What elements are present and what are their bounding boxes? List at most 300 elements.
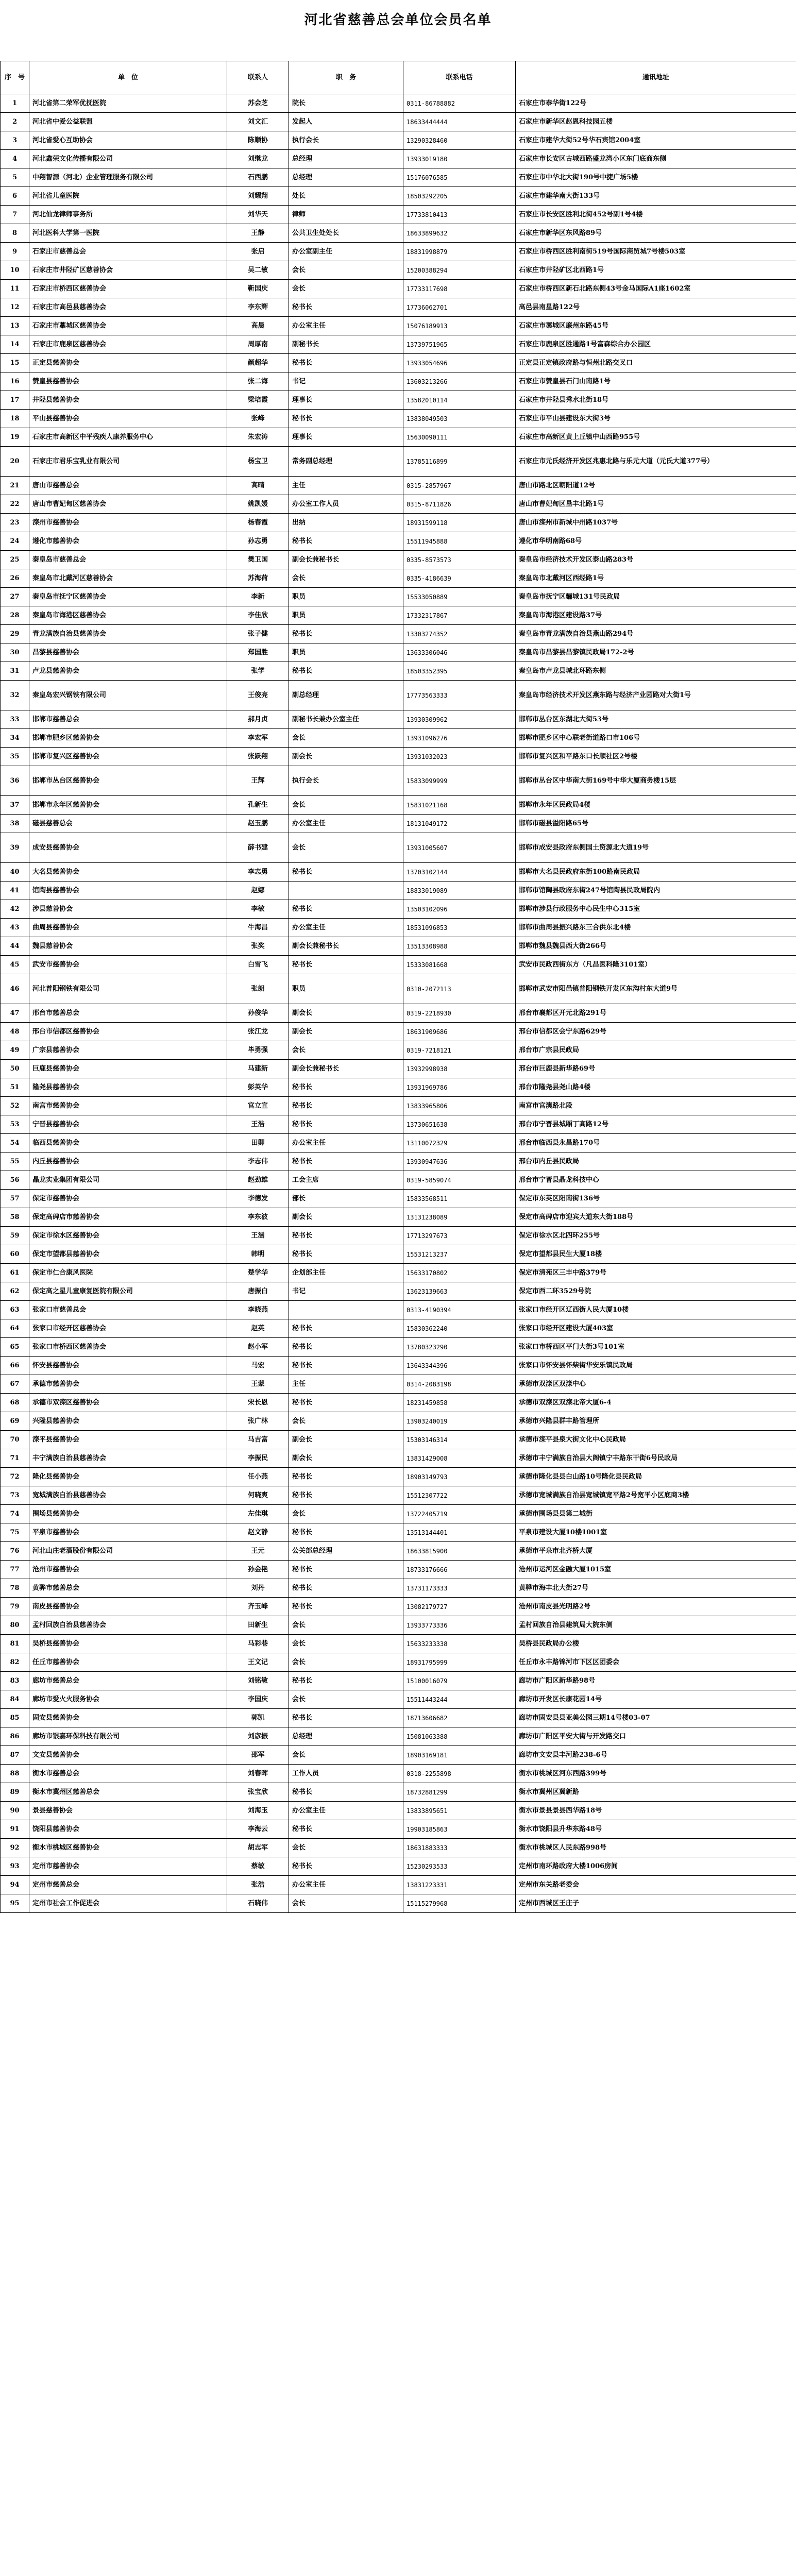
cell-duty: 工会主席 xyxy=(289,1171,403,1190)
table-row xyxy=(1,1486,796,1505)
cell-contact: 李德发 xyxy=(227,1190,289,1208)
cell-phone: 15303146314 xyxy=(403,1431,516,1449)
cell-address: 保定市清苑区三丰中路379号 xyxy=(516,1264,796,1282)
cell-address: 孟村回族自治县建筑局大院东侧 xyxy=(516,1616,796,1635)
cell-duty: 秘书长 xyxy=(289,1709,403,1727)
cell-no: 39 xyxy=(1,833,29,863)
cell-address: 承德市兴隆县群丰路管理所 xyxy=(516,1412,796,1431)
cell-phone: 13931005607 xyxy=(403,833,516,863)
cell-address: 保定市望都县民生大厦18楼 xyxy=(516,1245,796,1264)
cell-duty: 职员 xyxy=(289,974,403,1004)
cell-no: 29 xyxy=(1,625,29,643)
cell-contact: 李佳欣 xyxy=(227,606,289,625)
table-row xyxy=(1,243,796,261)
cell-contact: 高晨 xyxy=(227,317,289,335)
cell-unit: 遵化市慈善协会 xyxy=(29,532,227,551)
cell-unit: 唐山市慈善总会 xyxy=(29,477,227,495)
cell-duty: 职员 xyxy=(289,643,403,662)
header-duty: 职 务 xyxy=(289,61,403,94)
cell-contact: 赵玉鹏 xyxy=(227,815,289,833)
cell-duty: 秘书长 xyxy=(289,1153,403,1171)
cell-contact: 王蒙 xyxy=(227,1375,289,1394)
cell-contact: 刘海玉 xyxy=(227,1802,289,1820)
cell-unit: 平山县慈善协会 xyxy=(29,410,227,428)
cell-contact: 刘彦振 xyxy=(227,1727,289,1746)
cell-contact: 李振民 xyxy=(227,1449,289,1468)
cell-unit: 邢台市信都区慈善协会 xyxy=(29,1023,227,1041)
cell-duty: 办公室工作人员 xyxy=(289,495,403,514)
cell-no: 49 xyxy=(1,1041,29,1060)
cell-no: 30 xyxy=(1,643,29,662)
cell-contact: 张朗 xyxy=(227,974,289,1004)
cell-no: 25 xyxy=(1,551,29,569)
cell-address: 沧州市南皮县光明路2号 xyxy=(516,1598,796,1616)
table-header xyxy=(1,61,796,94)
cell-unit: 沧州市慈善协会 xyxy=(29,1561,227,1579)
cell-no: 91 xyxy=(1,1820,29,1839)
cell-phone: 18131049172 xyxy=(403,815,516,833)
cell-duty: 会长 xyxy=(289,1653,403,1672)
cell-phone: 0319-2218930 xyxy=(403,1004,516,1023)
cell-address: 衡水市饶阳县升华东路48号 xyxy=(516,1820,796,1839)
cell-no: 13 xyxy=(1,317,29,335)
cell-no: 14 xyxy=(1,335,29,354)
cell-no: 20 xyxy=(1,447,29,477)
cell-no: 19 xyxy=(1,428,29,447)
cell-unit: 河北省中爱公益联盟 xyxy=(29,113,227,131)
cell-no: 93 xyxy=(1,1857,29,1876)
cell-contact: 李东波 xyxy=(227,1208,289,1227)
cell-unit: 张家口市慈善总会 xyxy=(29,1301,227,1319)
table-row xyxy=(1,1004,796,1023)
cell-unit: 河北仙龙律师事务所 xyxy=(29,206,227,224)
cell-contact: 赵小军 xyxy=(227,1338,289,1357)
table-row xyxy=(1,1115,796,1134)
cell-address: 唐山市曹妃甸区垦丰北路1号 xyxy=(516,495,796,514)
cell-phone: 18931795999 xyxy=(403,1653,516,1672)
cell-address: 石家庄市新华区东风路89号 xyxy=(516,224,796,243)
cell-no: 51 xyxy=(1,1078,29,1097)
cell-phone: 15511443244 xyxy=(403,1690,516,1709)
cell-contact: 苏会芝 xyxy=(227,94,289,113)
cell-address: 邯郸市曲周县振兴路东三合供东北4楼 xyxy=(516,919,796,937)
table-row xyxy=(1,477,796,495)
cell-duty: 执行会长 xyxy=(289,766,403,796)
table-row xyxy=(1,1245,796,1264)
cell-duty: 常务副总经理 xyxy=(289,447,403,477)
cell-contact: 刘继龙 xyxy=(227,150,289,168)
cell-address: 石家庄市长安区胜利北街452号副1号4楼 xyxy=(516,206,796,224)
cell-duty: 会长 xyxy=(289,1746,403,1765)
cell-contact: 李敏 xyxy=(227,900,289,919)
cell-address: 石家庄市高新区黄上丘镇中山西路955号 xyxy=(516,428,796,447)
table-row xyxy=(1,1227,796,1245)
table-row xyxy=(1,748,796,766)
table-row xyxy=(1,206,796,224)
cell-duty: 主任 xyxy=(289,1375,403,1394)
cell-phone: 0315-8711826 xyxy=(403,495,516,514)
table-row xyxy=(1,919,796,937)
cell-no: 44 xyxy=(1,937,29,956)
cell-address: 石家庄市平山县建设东大街3号 xyxy=(516,410,796,428)
cell-duty: 出纳 xyxy=(289,514,403,532)
cell-contact: 刘铭敏 xyxy=(227,1672,289,1690)
cell-duty: 会长 xyxy=(289,1894,403,1913)
cell-duty: 秘书长 xyxy=(289,1857,403,1876)
cell-duty: 秘书长 xyxy=(289,1115,403,1134)
cell-phone: 15076189913 xyxy=(403,317,516,335)
cell-unit: 衡水市慈善总会 xyxy=(29,1765,227,1783)
table-row xyxy=(1,863,796,882)
cell-contact: 薛书建 xyxy=(227,833,289,863)
cell-contact: 李宏军 xyxy=(227,729,289,748)
cell-contact: 孙俊华 xyxy=(227,1004,289,1023)
cell-unit: 邯郸市复兴区慈善协会 xyxy=(29,748,227,766)
cell-duty: 秘书长 xyxy=(289,410,403,428)
cell-address: 沧州市运河区金融大厦1015室 xyxy=(516,1561,796,1579)
cell-unit: 丰宁满族自治县慈善协会 xyxy=(29,1449,227,1468)
cell-unit: 河北省爱心互助协会 xyxy=(29,131,227,150)
cell-no: 15 xyxy=(1,354,29,372)
cell-no: 26 xyxy=(1,569,29,588)
table-row xyxy=(1,1616,796,1635)
cell-duty: 理事长 xyxy=(289,391,403,410)
cell-duty: 秘书长 xyxy=(289,1319,403,1338)
cell-unit: 魏县慈善协会 xyxy=(29,937,227,956)
cell-unit: 秦皇岛市抚宁区慈善协会 xyxy=(29,588,227,606)
table-row xyxy=(1,1301,796,1319)
cell-address: 石家庄市赞皇县石门山南路1号 xyxy=(516,372,796,391)
cell-address: 张家口市经开区辽西街人民大厦10楼 xyxy=(516,1301,796,1319)
cell-contact: 李志勇 xyxy=(227,863,289,882)
cell-address: 承德市宽城满族自治县宽城镇宽平路2号宽平小区底商3楼 xyxy=(516,1486,796,1505)
cell-no: 61 xyxy=(1,1264,29,1282)
cell-unit: 围场县慈善协会 xyxy=(29,1505,227,1523)
cell-contact: 彭英华 xyxy=(227,1078,289,1097)
cell-duty: 会长 xyxy=(289,1616,403,1635)
cell-phone: 15512307722 xyxy=(403,1486,516,1505)
cell-address: 吴桥县民政局办公楼 xyxy=(516,1635,796,1653)
cell-duty: 秘书长 xyxy=(289,1598,403,1616)
cell-phone: 0335-8573573 xyxy=(403,551,516,569)
cell-no: 65 xyxy=(1,1338,29,1357)
cell-unit: 大名县慈善协会 xyxy=(29,863,227,882)
cell-duty: 副会长兼秘书长 xyxy=(289,551,403,569)
cell-address: 秦皇岛市北戴河区西经路1号 xyxy=(516,569,796,588)
table-row xyxy=(1,1060,796,1078)
table-row xyxy=(1,1319,796,1338)
table-row xyxy=(1,224,796,243)
table-row xyxy=(1,1802,796,1820)
table-row xyxy=(1,1783,796,1802)
cell-phone: 13633306046 xyxy=(403,643,516,662)
cell-phone: 15333081668 xyxy=(403,956,516,974)
cell-phone: 18733176666 xyxy=(403,1561,516,1579)
cell-address: 邢台市信都区会宁东路629号 xyxy=(516,1023,796,1041)
cell-duty: 办公室主任 xyxy=(289,919,403,937)
cell-contact: 刘华天 xyxy=(227,206,289,224)
cell-contact: 李国庆 xyxy=(227,1690,289,1709)
cell-contact: 孙金艳 xyxy=(227,1561,289,1579)
cell-address: 石家庄市井陉矿区北西路1号 xyxy=(516,261,796,280)
table-row xyxy=(1,1357,796,1375)
cell-contact: 苏海荷 xyxy=(227,569,289,588)
cell-phone: 15511945888 xyxy=(403,532,516,551)
cell-no: 43 xyxy=(1,919,29,937)
cell-no: 3 xyxy=(1,131,29,150)
cell-duty: 书记 xyxy=(289,1282,403,1301)
cell-no: 35 xyxy=(1,748,29,766)
table-row xyxy=(1,131,796,150)
table-row xyxy=(1,569,796,588)
table-row xyxy=(1,1653,796,1672)
cell-phone: 13831429008 xyxy=(403,1449,516,1468)
cell-duty: 秘书长 xyxy=(289,900,403,919)
cell-contact: 梁培霞 xyxy=(227,391,289,410)
cell-contact: 何晓爽 xyxy=(227,1486,289,1505)
cell-address: 定州市东关路老委会 xyxy=(516,1876,796,1894)
table-row xyxy=(1,514,796,532)
cell-address: 正定县正定镇政府路与恒州北路交叉口 xyxy=(516,354,796,372)
cell-address: 衡水市桃城区人民东路998号 xyxy=(516,1839,796,1857)
cell-phone: 18231459858 xyxy=(403,1394,516,1412)
table-row xyxy=(1,625,796,643)
cell-phone: 13930947636 xyxy=(403,1153,516,1171)
cell-duty: 秘书长 xyxy=(289,1579,403,1598)
cell-address: 保定市东英区阳南街136号 xyxy=(516,1190,796,1208)
table-row xyxy=(1,796,796,815)
cell-unit: 秦皇岛市海港区慈善协会 xyxy=(29,606,227,625)
cell-duty: 会长 xyxy=(289,1041,403,1060)
cell-no: 54 xyxy=(1,1134,29,1153)
cell-contact: 田卿 xyxy=(227,1134,289,1153)
table-row xyxy=(1,298,796,317)
cell-phone: 0315-2857967 xyxy=(403,477,516,495)
cell-address: 邯郸市馆陶县政府东街247号馆陶县民政局院内 xyxy=(516,882,796,900)
cell-contact: 张二海 xyxy=(227,372,289,391)
cell-no: 45 xyxy=(1,956,29,974)
table-row xyxy=(1,1190,796,1208)
table-row xyxy=(1,1412,796,1431)
cell-phone: 13603213266 xyxy=(403,372,516,391)
cell-no: 32 xyxy=(1,681,29,710)
cell-address: 邢台市临西县永昌路170号 xyxy=(516,1134,796,1153)
cell-phone: 18903149793 xyxy=(403,1468,516,1486)
table-row xyxy=(1,900,796,919)
cell-phone: 15830362240 xyxy=(403,1319,516,1338)
cell-unit: 昌黎县慈善协会 xyxy=(29,643,227,662)
cell-no: 28 xyxy=(1,606,29,625)
table-row xyxy=(1,280,796,298)
cell-duty: 副会长 xyxy=(289,1449,403,1468)
cell-unit: 隆尧县慈善协会 xyxy=(29,1078,227,1097)
cell-address: 承德市双滦区双滦北帝大厦6-4 xyxy=(516,1394,796,1412)
cell-no: 41 xyxy=(1,882,29,900)
cell-no: 7 xyxy=(1,206,29,224)
cell-contact: 张启 xyxy=(227,243,289,261)
cell-no: 4 xyxy=(1,150,29,168)
cell-phone: 13833895651 xyxy=(403,1802,516,1820)
cell-unit: 隆化县慈善协会 xyxy=(29,1468,227,1486)
cell-no: 66 xyxy=(1,1357,29,1375)
cell-unit: 赞皇县慈善协会 xyxy=(29,372,227,391)
cell-no: 40 xyxy=(1,863,29,882)
cell-no: 62 xyxy=(1,1282,29,1301)
cell-phone: 15531213237 xyxy=(403,1245,516,1264)
cell-phone: 15833099999 xyxy=(403,766,516,796)
cell-phone: 0319-5859074 xyxy=(403,1171,516,1190)
cell-unit: 滦州市慈善协会 xyxy=(29,514,227,532)
cell-no: 70 xyxy=(1,1431,29,1449)
cell-unit: 任丘市慈善协会 xyxy=(29,1653,227,1672)
table-row xyxy=(1,1672,796,1690)
cell-duty: 书记 xyxy=(289,372,403,391)
table-row xyxy=(1,974,796,1004)
cell-duty: 秘书长 xyxy=(289,1394,403,1412)
cell-no: 80 xyxy=(1,1616,29,1635)
cell-address: 廊坊市广阳区平安大街与开发路交口 xyxy=(516,1727,796,1746)
cell-duty: 副秘书长 xyxy=(289,335,403,354)
cell-unit: 石家庄市君乐宝乳业有限公司 xyxy=(29,447,227,477)
cell-phone: 18831998879 xyxy=(403,243,516,261)
cell-no: 50 xyxy=(1,1060,29,1078)
cell-no: 58 xyxy=(1,1208,29,1227)
cell-duty: 总经理 xyxy=(289,150,403,168)
cell-unit: 怀安县慈善协会 xyxy=(29,1357,227,1375)
cell-duty: 会长 xyxy=(289,796,403,815)
cell-unit: 宁晋县慈善协会 xyxy=(29,1115,227,1134)
cell-no: 63 xyxy=(1,1301,29,1319)
cell-no: 79 xyxy=(1,1598,29,1616)
cell-no: 59 xyxy=(1,1227,29,1245)
table-row xyxy=(1,1505,796,1523)
cell-no: 94 xyxy=(1,1876,29,1894)
cell-no: 6 xyxy=(1,187,29,206)
cell-duty: 职员 xyxy=(289,606,403,625)
cell-duty: 律师 xyxy=(289,206,403,224)
cell-contact: 刘丹 xyxy=(227,1579,289,1598)
cell-phone: 18503352395 xyxy=(403,662,516,681)
cell-address: 邯郸市魏县魏县西大街266号 xyxy=(516,937,796,956)
cell-contact: 马彩巷 xyxy=(227,1635,289,1653)
cell-contact: 赵劲雄 xyxy=(227,1171,289,1190)
table-row xyxy=(1,391,796,410)
cell-no: 17 xyxy=(1,391,29,410)
cell-duty: 秘书长 xyxy=(289,1523,403,1542)
cell-duty: 秘书长 xyxy=(289,1672,403,1690)
cell-duty: 会长 xyxy=(289,261,403,280)
cell-no: 78 xyxy=(1,1579,29,1598)
cell-contact: 张子健 xyxy=(227,625,289,643)
cell-no: 48 xyxy=(1,1023,29,1041)
cell-phone: 18713606682 xyxy=(403,1709,516,1727)
table-row xyxy=(1,1746,796,1765)
cell-contact: 李志伟 xyxy=(227,1153,289,1171)
cell-address: 石家庄市新华区赵恩科技园五楼 xyxy=(516,113,796,131)
cell-address: 承德市围场县县第二城街 xyxy=(516,1505,796,1523)
cell-unit: 石家庄市高新区中平残疾人康养服务中心 xyxy=(29,428,227,447)
cell-contact: 吴二敏 xyxy=(227,261,289,280)
cell-duty: 办公室主任 xyxy=(289,1802,403,1820)
cell-phone: 17733810413 xyxy=(403,206,516,224)
cell-no: 76 xyxy=(1,1542,29,1561)
cell-no: 77 xyxy=(1,1561,29,1579)
cell-contact: 毕勇强 xyxy=(227,1041,289,1060)
table-row xyxy=(1,447,796,477)
table-row xyxy=(1,261,796,280)
cell-no: 57 xyxy=(1,1190,29,1208)
cell-address: 定州市南环路政府大楼1006房间 xyxy=(516,1857,796,1876)
cell-duty: 总经理 xyxy=(289,1727,403,1746)
cell-address: 黄骅市海丰北大街27号 xyxy=(516,1579,796,1598)
table-row xyxy=(1,317,796,335)
cell-unit: 唐山市曹妃甸区慈善协会 xyxy=(29,495,227,514)
cell-unit: 河北医科大学第一医院 xyxy=(29,224,227,243)
table-row xyxy=(1,1635,796,1653)
cell-phone: 0311-86788882 xyxy=(403,94,516,113)
cell-contact: 张峰 xyxy=(227,410,289,428)
cell-contact: 陈顺协 xyxy=(227,131,289,150)
cell-address: 邯郸市武安市阳邑镇普阳钢铁开发区东沟村东大道9号 xyxy=(516,974,796,1004)
cell-phone: 17736062701 xyxy=(403,298,516,317)
cell-address: 石家庄市中华北大街190号中捷广场5楼 xyxy=(516,168,796,187)
cell-address: 任丘市永丰路锦河市下区区团委会 xyxy=(516,1653,796,1672)
cell-address: 石家庄市鹿泉区胜通路1号富森综合办公园区 xyxy=(516,335,796,354)
table-row xyxy=(1,1876,796,1894)
cell-phone: 15200388294 xyxy=(403,261,516,280)
cell-duty: 部长 xyxy=(289,1190,403,1208)
cell-contact: 石晓伟 xyxy=(227,1894,289,1913)
table-row xyxy=(1,354,796,372)
cell-phone: 13831223331 xyxy=(403,1876,516,1894)
cell-unit: 文安县慈善协会 xyxy=(29,1746,227,1765)
header-phone: 联系电话 xyxy=(403,61,516,94)
cell-no: 8 xyxy=(1,224,29,243)
cell-duty: 公共卫生处处长 xyxy=(289,224,403,243)
cell-phone: 18531096853 xyxy=(403,919,516,937)
table-row xyxy=(1,1171,796,1190)
header-row xyxy=(1,61,796,94)
cell-contact: 张江龙 xyxy=(227,1023,289,1041)
cell-address: 武安市民政西街东方（凡昌医科隆3101室） xyxy=(516,956,796,974)
cell-address: 邯郸市丛台区东湖北大街53号 xyxy=(516,710,796,729)
cell-address: 唐山市路北区朝阳道12号 xyxy=(516,477,796,495)
cell-unit: 廊坊市银嘉环保科技有限公司 xyxy=(29,1727,227,1746)
cell-contact: 赵英 xyxy=(227,1319,289,1338)
cell-contact: 姚凯媛 xyxy=(227,495,289,514)
table-row xyxy=(1,1208,796,1227)
table-row xyxy=(1,1431,796,1449)
cell-unit: 卢龙县慈善协会 xyxy=(29,662,227,681)
cell-unit: 平泉市慈善协会 xyxy=(29,1523,227,1542)
cell-no: 12 xyxy=(1,298,29,317)
cell-unit: 承德市双滦区慈善协会 xyxy=(29,1394,227,1412)
cell-duty: 秘书长 xyxy=(289,625,403,643)
table-row xyxy=(1,94,796,113)
cell-unit: 定州市慈善协会 xyxy=(29,1857,227,1876)
table-row xyxy=(1,1449,796,1468)
cell-contact: 马宏 xyxy=(227,1357,289,1375)
cell-unit: 石家庄市高邑县慈善协会 xyxy=(29,298,227,317)
cell-contact: 李新 xyxy=(227,588,289,606)
cell-phone: 17733117698 xyxy=(403,280,516,298)
cell-unit: 保定市徐水区慈善协会 xyxy=(29,1227,227,1245)
cell-duty: 会长 xyxy=(289,1690,403,1709)
cell-contact: 张浩 xyxy=(227,1876,289,1894)
cell-phone: 13582010114 xyxy=(403,391,516,410)
cell-no: 38 xyxy=(1,815,29,833)
cell-unit: 秦皇岛市慈善总会 xyxy=(29,551,227,569)
